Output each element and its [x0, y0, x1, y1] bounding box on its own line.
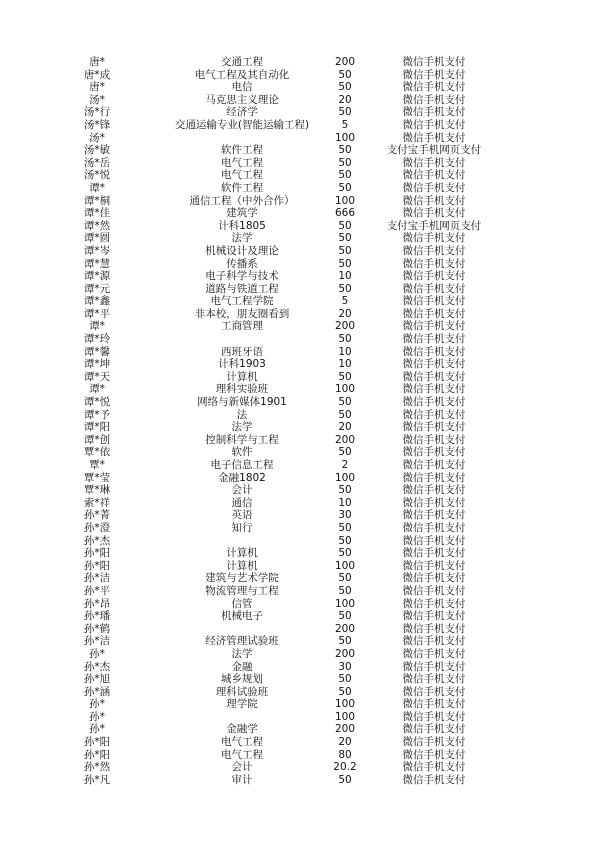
table-row: [0, 497, 600, 510]
amount-cell: 200: [334, 56, 356, 68]
payment-method-cell: 微信手机支付: [402, 635, 466, 648]
major-cell: 电子信息工程: [210, 459, 274, 471]
payment-method-cell: 微信手机支付: [402, 295, 466, 308]
major-cell: 法学: [231, 232, 253, 245]
donor-name-cell: 谭*元: [83, 282, 111, 295]
table-row: [0, 132, 600, 145]
payment-method-cell: 微信手机支付: [402, 118, 466, 131]
table-row: [0, 283, 600, 296]
amount-cell: 2: [341, 459, 349, 471]
donor-name-cell: 汤*: [89, 93, 105, 106]
major-cell: 软件工程: [221, 144, 263, 157]
amount-cell: 5: [341, 295, 349, 308]
amount-cell: 50: [338, 257, 352, 270]
donor-name-cell: 孙*洁: [83, 572, 111, 585]
table-row: [0, 396, 600, 409]
major-cell: 理科试验班: [215, 685, 269, 698]
major-cell: 城乡规划: [221, 673, 263, 686]
major-cell: 计科1805: [218, 219, 266, 232]
amount-cell: 50: [338, 584, 352, 597]
major-cell: 网络与新媒体1901: [197, 396, 287, 409]
major-cell: 电子科学与技术: [205, 270, 279, 283]
amount-cell: 50: [338, 81, 352, 94]
payment-method-cell: 微信手机支付: [402, 169, 466, 182]
donation-table: [0, 56, 600, 786]
table-row: [0, 169, 600, 182]
payment-method-cell: 微信手机支付: [402, 408, 466, 421]
table-row: [0, 207, 600, 220]
amount-cell: 50: [338, 547, 352, 560]
amount-cell: 50: [338, 232, 352, 245]
payment-method-cell: 微信手机支付: [402, 748, 466, 761]
major-cell: 审计: [231, 773, 253, 786]
donor-name-cell: 谭*悦: [83, 396, 111, 409]
payment-method-cell: 微信手机支付: [402, 736, 466, 749]
donor-name-cell: 孙*璠: [83, 610, 111, 623]
payment-method-cell: 微信手机支付: [402, 307, 466, 320]
amount-cell: 100: [334, 559, 356, 572]
major-cell: 金融: [231, 660, 253, 673]
payment-method-cell: 微信手机支付: [402, 421, 466, 434]
amount-cell: 10: [338, 496, 352, 509]
amount-cell: 20: [338, 93, 352, 106]
payment-method-cell: 微信手机支付: [402, 610, 466, 623]
table-row: [0, 220, 600, 233]
major-cell: 电气工程: [221, 736, 263, 749]
payment-method-cell: 微信手机支付: [402, 761, 466, 774]
major-cell: 建筑学: [226, 207, 258, 220]
major-cell: 电气工程: [221, 156, 263, 169]
table-row: [0, 157, 600, 170]
major-cell: 电气工程: [221, 169, 263, 182]
table-row: [0, 446, 600, 459]
donor-name-cell: 覃*依: [83, 446, 111, 459]
donor-name-cell: 谭*馨: [83, 345, 111, 358]
donor-name-cell: 孙*: [89, 710, 105, 723]
major-cell: 法学: [231, 647, 253, 660]
amount-cell: 10: [338, 358, 352, 371]
table-row: [0, 56, 600, 69]
donor-name-cell: 孙*然: [83, 761, 111, 774]
amount-cell: 30: [338, 660, 352, 673]
payment-method-cell: 微信手机支付: [402, 521, 466, 534]
donor-name-cell: 唐*成: [83, 68, 111, 81]
table-row: [0, 106, 600, 119]
table-row: [0, 434, 600, 447]
amount-cell: 50: [338, 156, 352, 169]
donor-name-cell: 汤*岳: [83, 156, 111, 169]
donor-name-cell: 孙*杰: [83, 660, 111, 673]
table-row: [0, 195, 600, 208]
amount-cell: 50: [338, 673, 352, 686]
donor-name-cell: 谭*坤: [83, 358, 111, 371]
amount-cell: 200: [334, 723, 356, 736]
major-cell: 交通工程: [221, 56, 263, 68]
amount-cell: 50: [338, 282, 352, 295]
payment-method-cell: 微信手机支付: [402, 660, 466, 673]
payment-method-cell: 微信手机支付: [402, 106, 466, 119]
donor-name-cell: 谭*: [89, 181, 105, 194]
amount-cell: 50: [338, 169, 352, 182]
major-cell: 金融1802: [218, 471, 266, 484]
payment-method-cell: 微信手机支付: [402, 597, 466, 610]
table-row: [0, 723, 600, 736]
donor-name-cell: 孙*: [89, 647, 105, 660]
payment-method-cell: 微信手机支付: [402, 282, 466, 295]
amount-cell: 50: [338, 106, 352, 119]
payment-method-cell: 微信手机支付: [402, 68, 466, 81]
table-row: [0, 673, 600, 686]
payment-method-cell: 微信手机支付: [402, 710, 466, 723]
table-row: [0, 547, 600, 560]
amount-cell: 10: [338, 345, 352, 358]
amount-cell: 100: [334, 698, 356, 711]
table-row: [0, 761, 600, 774]
table-row: [0, 560, 600, 573]
major-cell: 机械电子: [221, 610, 263, 623]
donor-name-cell: 孙*涵: [83, 685, 111, 698]
donor-name-cell: 谭*予: [83, 408, 111, 421]
table-row: [0, 320, 600, 333]
payment-method-cell: 微信手机支付: [402, 270, 466, 283]
major-cell: 软件工程: [221, 181, 263, 194]
amount-cell: 50: [338, 244, 352, 257]
payment-method-cell: 微信手机支付: [402, 320, 466, 333]
donor-name-cell: 孙*阳: [83, 559, 111, 572]
table-row: [0, 182, 600, 195]
major-cell: 理科实验班: [215, 383, 269, 396]
amount-cell: 80: [338, 748, 352, 761]
table-row: [0, 371, 600, 384]
table-row: [0, 661, 600, 674]
payment-method-cell: 微信手机支付: [402, 383, 466, 396]
payment-method-cell: 微信手机支付: [402, 358, 466, 371]
amount-cell: 100: [334, 194, 356, 207]
payment-method-cell: 微信手机支付: [402, 81, 466, 94]
table-row: [0, 81, 600, 94]
major-cell: 软件: [231, 446, 253, 459]
donor-name-cell: 孙*昂: [83, 597, 111, 610]
payment-method-cell: 微信手机支付: [402, 257, 466, 270]
payment-method-cell: 微信手机支付: [402, 584, 466, 597]
payment-method-cell: 微信手机支付: [402, 622, 466, 635]
donor-name-cell: 谭*慧: [83, 257, 111, 270]
table-row: [0, 333, 600, 346]
amount-cell: 200: [334, 647, 356, 660]
major-cell: 法学: [231, 421, 253, 434]
table-row: [0, 295, 600, 308]
amount-cell: 666: [334, 207, 356, 220]
payment-method-cell: 微信手机支付: [402, 333, 466, 346]
table-row: [0, 623, 600, 636]
major-cell: 计算机: [226, 370, 258, 383]
table-row: [0, 232, 600, 245]
amount-cell: 50: [338, 610, 352, 623]
table-row: [0, 774, 600, 787]
amount-cell: 50: [338, 370, 352, 383]
major-cell: 信管: [231, 597, 253, 610]
major-cell: 马克思主义理论: [205, 93, 279, 106]
donor-name-cell: 孙*阳: [83, 748, 111, 761]
payment-method-cell: 微信手机支付: [402, 194, 466, 207]
amount-cell: 10: [338, 270, 352, 283]
donor-name-cell: 覃*莹: [83, 471, 111, 484]
payment-method-cell: 微信手机支付: [402, 471, 466, 484]
payment-method-cell: 支付宝手机网页支付: [386, 144, 482, 157]
donor-name-cell: 谭*然: [83, 219, 111, 232]
amount-cell: 5: [341, 118, 349, 131]
donor-name-cell: 谭*源: [83, 270, 111, 283]
table-row: [0, 484, 600, 497]
major-cell: 非本校，朋友圈看到: [194, 307, 290, 320]
donor-name-cell: 孙*旭: [83, 673, 111, 686]
amount-cell: 20: [338, 421, 352, 434]
table-row: [0, 358, 600, 371]
table-row: [0, 421, 600, 434]
amount-cell: 30: [338, 509, 352, 522]
payment-method-cell: 微信手机支付: [402, 207, 466, 220]
amount-cell: 50: [338, 572, 352, 585]
amount-cell: 100: [334, 710, 356, 723]
amount-cell: 20: [338, 736, 352, 749]
table-row: [0, 472, 600, 485]
donor-name-cell: 唐*: [89, 56, 105, 68]
donor-name-cell: 孙*阳: [83, 736, 111, 749]
table-row: [0, 610, 600, 623]
major-cell: 交通运输专业(智能运输工程): [174, 118, 310, 131]
major-cell: 西班牙语: [221, 345, 263, 358]
donor-name-cell: 覃*: [89, 459, 105, 471]
donor-name-cell: 汤*: [89, 131, 105, 144]
payment-method-cell: 支付宝手机网页支付: [386, 219, 482, 232]
amount-cell: 100: [334, 131, 356, 144]
payment-method-cell: 微信手机支付: [402, 459, 466, 471]
donor-name-cell: 孙*杰: [83, 534, 111, 547]
donor-name-cell: 谭*岑: [83, 244, 111, 257]
amount-cell: 50: [338, 396, 352, 409]
donor-name-cell: 谭*: [89, 383, 105, 396]
donor-name-cell: 谭*天: [83, 370, 111, 383]
payment-method-cell: 微信手机支付: [402, 370, 466, 383]
amount-cell: 50: [338, 521, 352, 534]
table-row: [0, 308, 600, 321]
amount-cell: 200: [334, 622, 356, 635]
donor-name-cell: 谭*玲: [83, 333, 111, 346]
major-cell: 电气工程学院: [210, 295, 274, 308]
amount-cell: 50: [338, 333, 352, 346]
table-row: [0, 698, 600, 711]
payment-method-cell: 微信手机支付: [402, 547, 466, 560]
payment-method-cell: 微信手机支付: [402, 345, 466, 358]
donor-name-cell: 孙*凡: [83, 773, 111, 786]
major-cell: 计算机: [226, 559, 258, 572]
donor-name-cell: 孙*澄: [83, 521, 111, 534]
donor-name-cell: 谭*佳: [83, 207, 111, 220]
amount-cell: 200: [334, 320, 356, 333]
donor-name-cell: 孙*: [89, 698, 105, 711]
donor-name-cell: 孙*阳: [83, 547, 111, 560]
amount-cell: 50: [338, 685, 352, 698]
amount-cell: 100: [334, 597, 356, 610]
payment-method-cell: 微信手机支付: [402, 496, 466, 509]
donor-name-cell: 索*祥: [83, 496, 111, 509]
payment-method-cell: 微信手机支付: [402, 181, 466, 194]
major-cell: 计科1903: [218, 358, 266, 371]
payment-method-cell: 微信手机支付: [402, 156, 466, 169]
major-cell: 理学院: [226, 698, 258, 711]
table-row: [0, 346, 600, 359]
payment-method-cell: 微信手机支付: [402, 484, 466, 497]
major-cell: 物流管理与工程: [205, 584, 279, 597]
major-cell: 经济学: [226, 106, 258, 119]
amount-cell: 20.2: [333, 761, 357, 774]
table-row: [0, 585, 600, 598]
major-cell: 工商管理: [221, 320, 263, 333]
payment-method-cell: 微信手机支付: [402, 647, 466, 660]
table-row: [0, 535, 600, 548]
donor-name-cell: 孙*: [89, 723, 105, 736]
major-cell: 电信: [231, 81, 253, 94]
amount-cell: 50: [338, 144, 352, 157]
major-cell: 建筑与艺术学院: [205, 572, 279, 585]
major-cell: 经济管理试验班: [205, 635, 279, 648]
table-row: [0, 409, 600, 422]
major-cell: 知行: [231, 521, 253, 534]
table-row: [0, 383, 600, 396]
major-cell: 通信: [231, 496, 253, 509]
payment-method-cell: 微信手机支付: [402, 723, 466, 736]
major-cell: 控制科学与工程: [205, 433, 279, 446]
payment-method-cell: 微信手机支付: [402, 433, 466, 446]
donor-name-cell: 孙*洁: [83, 635, 111, 648]
major-cell: 机械设计及理论: [205, 244, 279, 257]
major-cell: 计算机: [226, 547, 258, 560]
major-cell: 电气工程: [221, 748, 263, 761]
amount-cell: 50: [338, 219, 352, 232]
table-row: [0, 648, 600, 661]
payment-method-cell: 微信手机支付: [402, 773, 466, 786]
donor-name-cell: 谭*阳: [83, 421, 111, 434]
amount-cell: 50: [338, 68, 352, 81]
major-cell: 法: [236, 408, 248, 421]
major-cell: 金融学: [226, 723, 258, 736]
major-cell: 英语: [231, 509, 253, 522]
payment-method-cell: 微信手机支付: [402, 56, 466, 68]
payment-method-cell: 微信手机支付: [402, 509, 466, 522]
payment-method-cell: 微信手机支付: [402, 685, 466, 698]
table-row: [0, 598, 600, 611]
payment-method-cell: 微信手机支付: [402, 396, 466, 409]
table-row: [0, 459, 600, 472]
table-row: [0, 711, 600, 724]
donor-name-cell: 谭*平: [83, 307, 111, 320]
donor-name-cell: 谭*圆: [83, 232, 111, 245]
payment-method-cell: 微信手机支付: [402, 534, 466, 547]
table-row: [0, 686, 600, 699]
donor-name-cell: 汤*敏: [83, 144, 111, 157]
amount-cell: 50: [338, 773, 352, 786]
payment-method-cell: 微信手机支付: [402, 131, 466, 144]
donor-name-cell: 汤*悦: [83, 169, 111, 182]
table-row: [0, 749, 600, 762]
table-row: [0, 94, 600, 107]
donor-name-cell: 覃*琳: [83, 484, 111, 497]
table-row: [0, 119, 600, 132]
table-row: [0, 270, 600, 283]
table-row: [0, 69, 600, 82]
table-row: [0, 245, 600, 258]
table-row: [0, 736, 600, 749]
payment-method-cell: 微信手机支付: [402, 572, 466, 585]
major-cell: 道路与铁道工程: [205, 282, 279, 295]
amount-cell: 200: [334, 433, 356, 446]
donor-name-cell: 汤*锋: [83, 118, 111, 131]
major-cell: 通信工程（中外合作）: [189, 194, 295, 207]
amount-cell: 50: [338, 181, 352, 194]
donor-name-cell: 唐*: [89, 81, 105, 94]
payment-method-cell: 微信手机支付: [402, 446, 466, 459]
table-row: [0, 635, 600, 648]
payment-method-cell: 微信手机支付: [402, 93, 466, 106]
donor-name-cell: 谭*桐: [83, 194, 111, 207]
table-row: [0, 522, 600, 535]
major-cell: 会计: [231, 761, 253, 774]
donor-name-cell: 孙*平: [83, 584, 111, 597]
donor-name-cell: 孙*菁: [83, 509, 111, 522]
payment-method-cell: 微信手机支付: [402, 673, 466, 686]
donor-name-cell: 谭*: [89, 320, 105, 333]
amount-cell: 50: [338, 635, 352, 648]
payment-method-cell: 微信手机支付: [402, 559, 466, 572]
amount-cell: 50: [338, 484, 352, 497]
payment-method-cell: 微信手机支付: [402, 232, 466, 245]
payment-method-cell: 微信手机支付: [402, 698, 466, 711]
amount-cell: 50: [338, 534, 352, 547]
amount-cell: 100: [334, 383, 356, 396]
major-cell: 电气工程及其自动化: [194, 68, 290, 81]
amount-cell: 100: [334, 471, 356, 484]
payment-method-cell: 微信手机支付: [402, 244, 466, 257]
table-row: [0, 144, 600, 157]
amount-cell: 20: [338, 307, 352, 320]
donor-name-cell: 谭*创: [83, 433, 111, 446]
major-cell: 传播系: [226, 257, 258, 270]
table-row: [0, 509, 600, 522]
donor-name-cell: 谭*鑫: [83, 295, 111, 308]
donor-name-cell: 孙*鹤: [83, 622, 111, 635]
major-cell: 会计: [231, 484, 253, 497]
amount-cell: 50: [338, 446, 352, 459]
amount-cell: 50: [338, 408, 352, 421]
table-row: [0, 572, 600, 585]
table-row: [0, 258, 600, 271]
donor-name-cell: 汤*行: [83, 106, 111, 119]
